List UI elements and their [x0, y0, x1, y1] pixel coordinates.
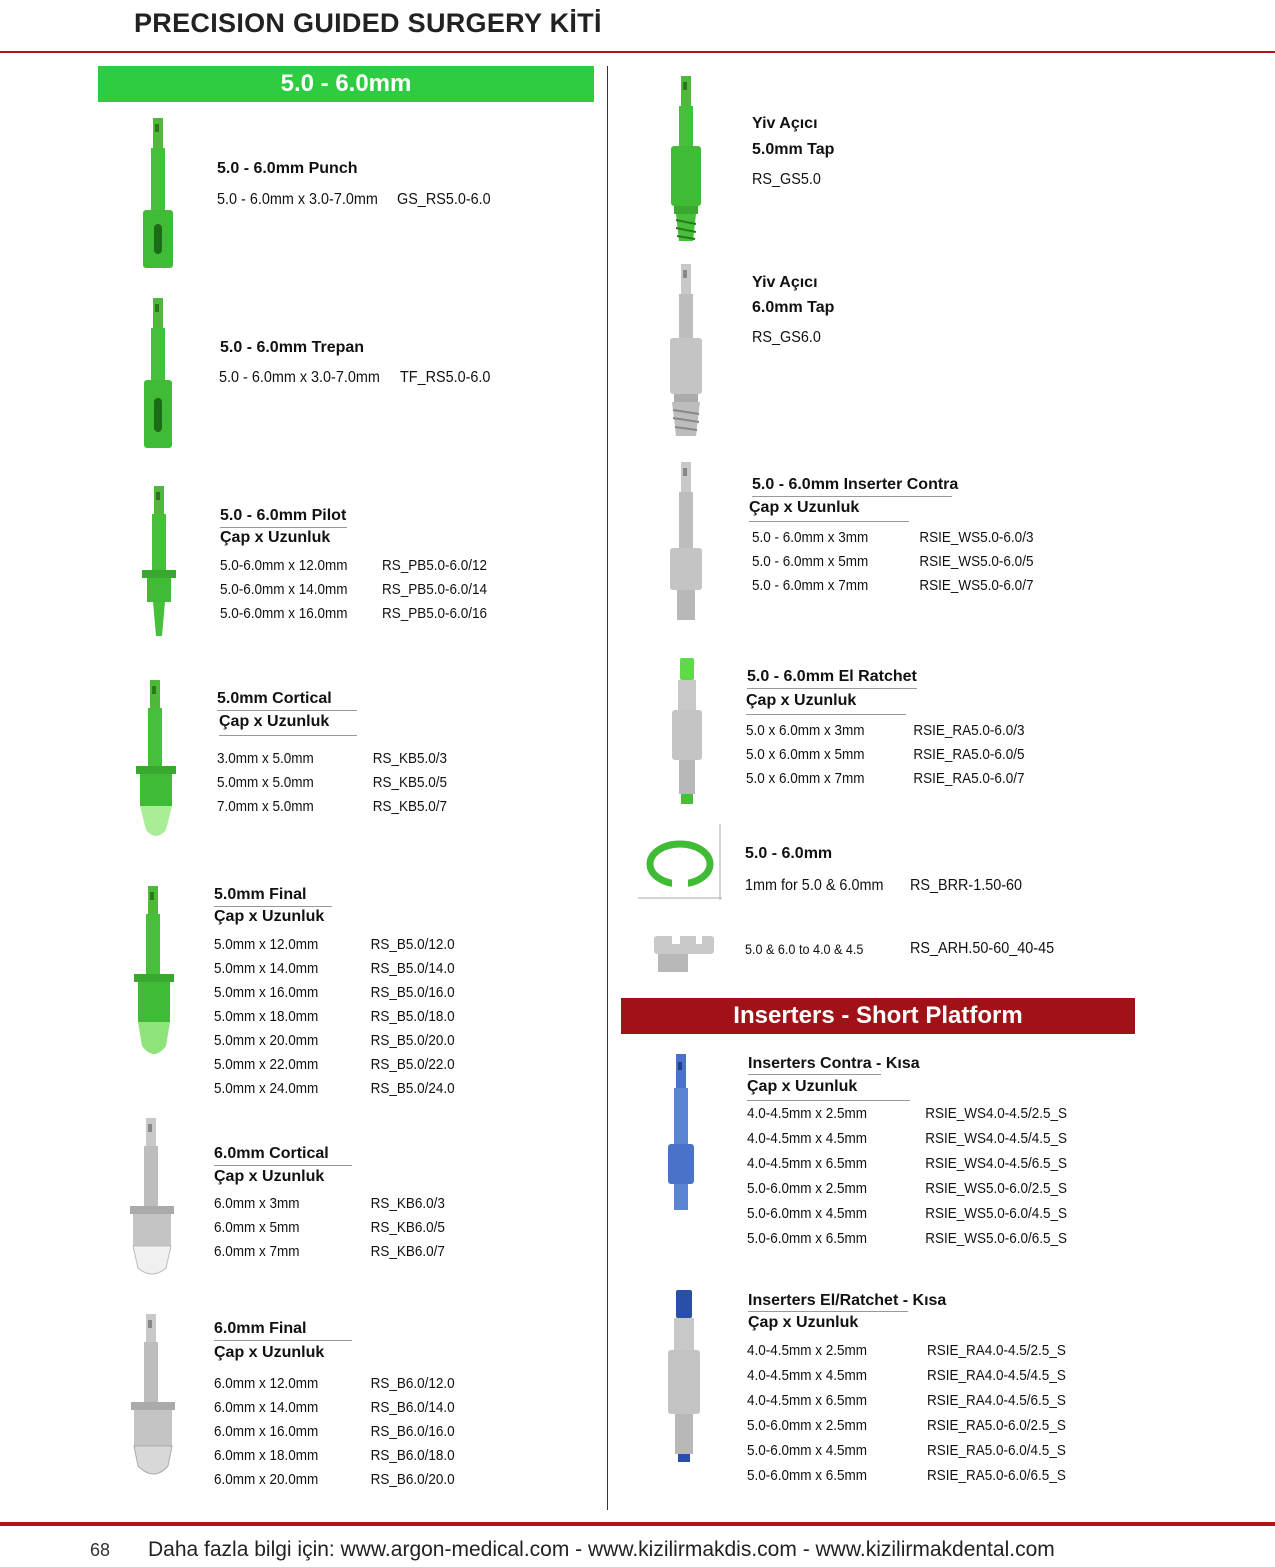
page-title: PRECISION GUIDED SURGERY KİTİ [134, 8, 602, 38]
ring-image [638, 824, 722, 900]
final5-subtitle: Çap x Uzunluk [214, 908, 325, 925]
inserter-contra-subtitle: Çap x Uzunluk [749, 499, 909, 522]
inserter-contra-short-image [662, 1054, 702, 1216]
ring-code: RS_BRR-1.50-60 [910, 877, 1023, 894]
ins-contra-short-title [748, 1055, 920, 1073]
tap6-title: Yiv Açıcı [752, 274, 818, 291]
tap5-subtitle: 5.0mm Tap [752, 141, 835, 158]
ins-ratchet-short-title-suffix: Kısa [912, 1292, 947, 1309]
inserter-contra-title: 5.0 - 6.0mm Inserter Contra [752, 476, 952, 497]
punch-drill-image [140, 118, 180, 270]
el-ratchet-subtitle: Çap x Uzunluk [746, 692, 906, 715]
trepan-size: 5.0 - 6.0mm x 3.0-7.0mm [219, 369, 380, 386]
tap6-code: RS_GS6.0 [752, 329, 821, 346]
tap5-code: RS_GS5.0 [752, 171, 821, 188]
final-6mm-drill-image [128, 1314, 182, 1482]
cortical6-subtitle: Çap x Uzunluk [214, 1168, 325, 1185]
trepan-drill-image [140, 298, 180, 450]
ring-title: 5.0 - 6.0mm [745, 845, 833, 862]
trepan-title: 5.0 - 6.0mm Trepan [220, 339, 365, 356]
punch-size: 5.0 - 6.0mm x 3.0-7.0mm [217, 191, 378, 208]
adapter-size: 5.0 & 6.0 to 4.0 & 4.5 [745, 941, 864, 957]
final6-title: 6.0mm Final [214, 1320, 352, 1341]
tap-6mm-image [664, 264, 710, 440]
footer-links: Daha fazla bilgi için: www.argon-medical.com - www.kizilirmakdis.com - www.kizilirmakdental.com [148, 1538, 1055, 1561]
final-5mm-drill-image [130, 886, 180, 1062]
adapter-code: RS_ARH.50-60_40-45 [910, 940, 1055, 957]
cortical-6mm-drill-image [126, 1118, 182, 1280]
ins-contra-short-title-main: Inserters Contra - [748, 1055, 881, 1075]
ins-ratchet-short-title-main: Inserters El/Ratchet - [748, 1292, 908, 1312]
ins-ratchet-short-subtitle: Çap x Uzunluk [748, 1314, 859, 1331]
ring-size: 1mm for 5.0 & 6.0mm [745, 877, 884, 894]
ins-contra-short-subtitle: Çap x Uzunluk [747, 1078, 910, 1101]
ins-ratchet-short-title [748, 1292, 946, 1310]
el-ratchet-title: 5.0 - 6.0mm El Ratchet [747, 668, 917, 689]
ins-contra-short-title-suffix: Kısa [885, 1055, 920, 1072]
pilot-drill-image [138, 486, 182, 642]
cortical-5mm-drill-image [132, 680, 180, 842]
header-divider [0, 51, 1275, 53]
cortical5-subtitle: Çap x Uzunluk [219, 713, 357, 736]
cortical5-title: 5.0mm Cortical [217, 690, 357, 711]
section-banner-inserters-short: Inserters - Short Platform [621, 998, 1135, 1034]
final6-subtitle: Çap x Uzunluk [214, 1344, 325, 1361]
inserter-contra-image [664, 462, 710, 628]
punch-title: 5.0 - 6.0mm Punch [217, 160, 358, 177]
cortical6-title: 6.0mm Cortical [214, 1145, 352, 1166]
tap5-title: Yiv Açıcı [752, 115, 818, 132]
final5-title: 5.0mm Final [214, 886, 332, 907]
tap-5mm-image [666, 76, 706, 244]
el-ratchet-image [666, 658, 712, 808]
section-banner-5-6mm: 5.0 - 6.0mm [98, 66, 594, 102]
punch-code: GS_RS5.0-6.0 [397, 191, 491, 208]
tap6-subtitle: 6.0mm Tap [752, 299, 835, 316]
footer-divider [0, 1522, 1275, 1526]
column-divider [607, 66, 608, 1510]
inserter-ratchet-short-image [660, 1284, 710, 1470]
adapter-image [648, 932, 718, 974]
pilot-title: 5.0 - 6.0mm Pilot [220, 507, 347, 528]
page-number: 68 [90, 1540, 111, 1560]
trepan-code: TF_RS5.0-6.0 [400, 369, 491, 386]
pilot-subtitle: Çap x Uzunluk [220, 529, 331, 546]
